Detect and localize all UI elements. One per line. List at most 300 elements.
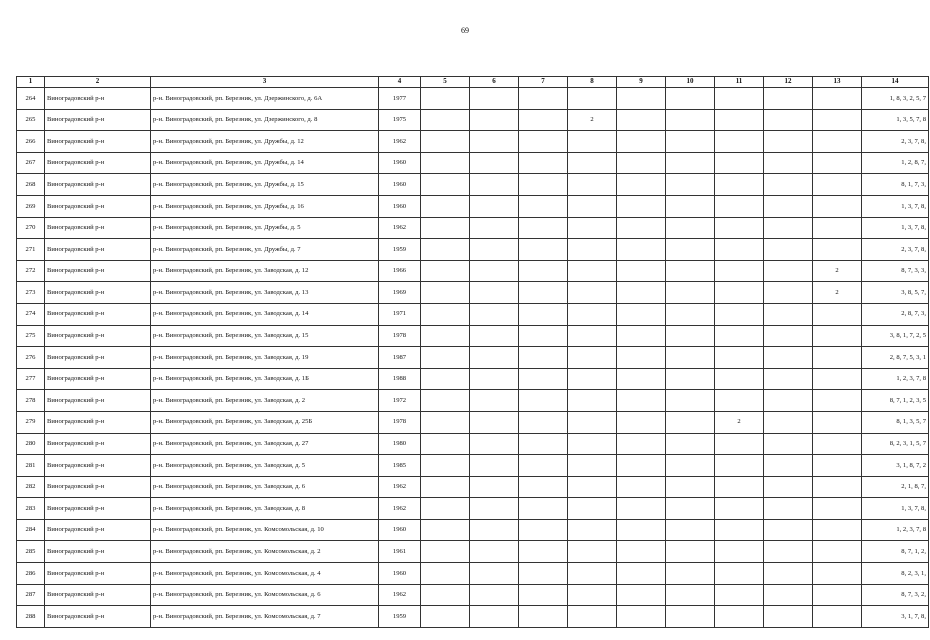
empty-cell bbox=[764, 368, 813, 390]
column-8-cell bbox=[568, 152, 617, 174]
address-cell: р-н. Виноградовский, рп. Березник, ул. Дзержинского, д. 8 bbox=[151, 109, 379, 131]
column-14-cell: 1, 2, 3, 7, 8 bbox=[862, 368, 929, 390]
column-14-cell: 2, 1, 8, 7, bbox=[862, 476, 929, 498]
column-8-cell bbox=[568, 260, 617, 282]
empty-cell bbox=[519, 239, 568, 261]
column-13-cell bbox=[813, 152, 862, 174]
column-13-cell bbox=[813, 519, 862, 541]
empty-cell bbox=[421, 152, 470, 174]
column-8-cell: 2 bbox=[568, 109, 617, 131]
address-cell: р-н. Виноградовский, рп. Березник, ул. Заводская, д. 2 bbox=[151, 390, 379, 412]
table-row bbox=[17, 239, 929, 261]
address-cell: р-н. Виноградовский, рп. Березник, ул. Заводская, д. 15 bbox=[151, 325, 379, 347]
empty-cell bbox=[421, 109, 470, 131]
year-cell: 1980 bbox=[379, 433, 421, 455]
empty-cell bbox=[470, 88, 519, 110]
column-14-cell: 8, 7, 3, 2, bbox=[862, 584, 929, 606]
address-cell: р-н. Виноградовский, рп. Березник, ул. Дружбы, д. 16 bbox=[151, 195, 379, 217]
empty-cell bbox=[617, 195, 666, 217]
column-13-cell bbox=[813, 563, 862, 585]
empty-cell bbox=[519, 519, 568, 541]
empty-cell bbox=[764, 325, 813, 347]
column-8-cell bbox=[568, 174, 617, 196]
row-number-cell: 281 bbox=[17, 455, 45, 477]
column-8-cell bbox=[568, 541, 617, 563]
address-cell: р-н. Виноградовский, рп. Березник, ул. Дзержинского, д. 6А bbox=[151, 88, 379, 110]
year-cell: 1962 bbox=[379, 584, 421, 606]
table-row bbox=[17, 260, 929, 282]
column-14-cell: 2, 3, 7, 8, bbox=[862, 131, 929, 153]
year-cell: 1987 bbox=[379, 347, 421, 369]
row-number-cell: 273 bbox=[17, 282, 45, 304]
empty-cell bbox=[666, 217, 715, 239]
column-8-cell bbox=[568, 368, 617, 390]
page-number: 69 bbox=[461, 26, 469, 35]
column-13-cell: 2 bbox=[813, 260, 862, 282]
empty-cell bbox=[470, 195, 519, 217]
column-14-cell: 1, 3, 7, 8, bbox=[862, 217, 929, 239]
year-cell: 1959 bbox=[379, 606, 421, 628]
address-cell: р-н. Виноградовский, рп. Березник, ул. Заводская, д. 12 bbox=[151, 260, 379, 282]
table-row bbox=[17, 174, 929, 196]
empty-cell bbox=[519, 174, 568, 196]
row-number-cell: 267 bbox=[17, 152, 45, 174]
table-row bbox=[17, 498, 929, 520]
year-cell: 1985 bbox=[379, 455, 421, 477]
empty-cell bbox=[617, 131, 666, 153]
empty-cell bbox=[421, 455, 470, 477]
year-cell: 1961 bbox=[379, 541, 421, 563]
empty-cell bbox=[764, 131, 813, 153]
row-number-cell: 276 bbox=[17, 347, 45, 369]
district-cell: Виноградовский р-н bbox=[45, 455, 151, 477]
address-cell: р-н. Виноградовский, рп. Березник, ул. Дружбы, д. 14 bbox=[151, 152, 379, 174]
column-11-cell bbox=[715, 584, 764, 606]
year-cell: 1971 bbox=[379, 303, 421, 325]
empty-cell bbox=[764, 109, 813, 131]
district-cell: Виноградовский р-н bbox=[45, 541, 151, 563]
table-row bbox=[17, 217, 929, 239]
address-cell: р-н. Виноградовский, рп. Березник, ул. Комсомольская, д. 7 bbox=[151, 606, 379, 628]
year-cell: 1978 bbox=[379, 411, 421, 433]
address-cell: р-н. Виноградовский, рп. Березник, ул. Заводская, д. 1Б bbox=[151, 368, 379, 390]
column-14-cell: 1, 3, 5, 7, 8 bbox=[862, 109, 929, 131]
empty-cell bbox=[421, 411, 470, 433]
empty-cell bbox=[421, 347, 470, 369]
column-13-cell bbox=[813, 606, 862, 628]
column-header: 8 bbox=[568, 77, 617, 88]
empty-cell bbox=[421, 541, 470, 563]
empty-cell bbox=[617, 260, 666, 282]
year-cell: 1975 bbox=[379, 109, 421, 131]
column-13-cell bbox=[813, 131, 862, 153]
empty-cell bbox=[764, 433, 813, 455]
column-13-cell bbox=[813, 109, 862, 131]
column-8-cell bbox=[568, 303, 617, 325]
column-14-cell: 3, 8, 1, 7, 2, 5 bbox=[862, 325, 929, 347]
column-header: 7 bbox=[519, 77, 568, 88]
empty-cell bbox=[617, 498, 666, 520]
empty-cell bbox=[421, 239, 470, 261]
empty-cell bbox=[666, 563, 715, 585]
district-cell: Виноградовский р-н bbox=[45, 606, 151, 628]
empty-cell bbox=[470, 368, 519, 390]
column-header: 2 bbox=[45, 77, 151, 88]
empty-cell bbox=[764, 88, 813, 110]
table-row bbox=[17, 433, 929, 455]
empty-cell bbox=[666, 584, 715, 606]
empty-cell bbox=[666, 174, 715, 196]
empty-cell bbox=[519, 541, 568, 563]
table-row bbox=[17, 584, 929, 606]
column-13-cell bbox=[813, 303, 862, 325]
column-11-cell bbox=[715, 88, 764, 110]
year-cell: 1978 bbox=[379, 325, 421, 347]
empty-cell bbox=[421, 217, 470, 239]
empty-cell bbox=[617, 347, 666, 369]
column-13-cell bbox=[813, 88, 862, 110]
table-row bbox=[17, 390, 929, 412]
column-11-cell bbox=[715, 541, 764, 563]
empty-cell bbox=[666, 390, 715, 412]
column-14-cell: 1, 2, 8, 7, bbox=[862, 152, 929, 174]
column-8-cell bbox=[568, 131, 617, 153]
column-11-cell bbox=[715, 347, 764, 369]
empty-cell bbox=[519, 411, 568, 433]
empty-cell bbox=[470, 476, 519, 498]
column-11-cell bbox=[715, 217, 764, 239]
empty-cell bbox=[421, 260, 470, 282]
table-row bbox=[17, 325, 929, 347]
empty-cell bbox=[617, 239, 666, 261]
empty-cell bbox=[519, 109, 568, 131]
empty-cell bbox=[666, 433, 715, 455]
table-row bbox=[17, 347, 929, 369]
column-13-cell bbox=[813, 433, 862, 455]
empty-cell bbox=[617, 303, 666, 325]
empty-cell bbox=[421, 606, 470, 628]
empty-cell bbox=[519, 217, 568, 239]
empty-cell bbox=[764, 498, 813, 520]
empty-cell bbox=[470, 541, 519, 563]
empty-cell bbox=[519, 476, 568, 498]
column-11-cell bbox=[715, 606, 764, 628]
address-cell: р-н. Виноградовский, рп. Березник, ул. Дружбы, д. 7 bbox=[151, 239, 379, 261]
district-cell: Виноградовский р-н bbox=[45, 476, 151, 498]
column-8-cell bbox=[568, 88, 617, 110]
column-14-cell: 3, 1, 7, 8, bbox=[862, 606, 929, 628]
column-8-cell bbox=[568, 325, 617, 347]
table-row bbox=[17, 455, 929, 477]
empty-cell bbox=[519, 282, 568, 304]
empty-cell bbox=[617, 217, 666, 239]
address-cell: р-н. Виноградовский, рп. Березник, ул. Заводская, д. 27 bbox=[151, 433, 379, 455]
empty-cell bbox=[421, 174, 470, 196]
table-row bbox=[17, 195, 929, 217]
empty-cell bbox=[519, 347, 568, 369]
empty-cell bbox=[421, 390, 470, 412]
district-cell: Виноградовский р-н bbox=[45, 217, 151, 239]
row-number-cell: 287 bbox=[17, 584, 45, 606]
empty-cell bbox=[617, 563, 666, 585]
district-cell: Виноградовский р-н bbox=[45, 563, 151, 585]
row-number-cell: 279 bbox=[17, 411, 45, 433]
year-cell: 1969 bbox=[379, 282, 421, 304]
column-13-cell bbox=[813, 411, 862, 433]
empty-cell bbox=[470, 174, 519, 196]
column-header: 10 bbox=[666, 77, 715, 88]
column-13-cell bbox=[813, 476, 862, 498]
year-cell: 1966 bbox=[379, 260, 421, 282]
table-row bbox=[17, 109, 929, 131]
column-11-cell bbox=[715, 476, 764, 498]
year-cell: 1962 bbox=[379, 498, 421, 520]
column-8-cell bbox=[568, 411, 617, 433]
column-14-cell: 1, 8, 3, 2, 5, 7 bbox=[862, 88, 929, 110]
district-cell: Виноградовский р-н bbox=[45, 260, 151, 282]
year-cell: 1960 bbox=[379, 174, 421, 196]
column-11-cell bbox=[715, 152, 764, 174]
column-header-row bbox=[17, 77, 929, 88]
empty-cell bbox=[519, 131, 568, 153]
column-11-cell bbox=[715, 519, 764, 541]
address-cell: р-н. Виноградовский, рп. Березник, ул. Заводская, д. 14 bbox=[151, 303, 379, 325]
empty-cell bbox=[666, 152, 715, 174]
empty-cell bbox=[470, 455, 519, 477]
row-number-cell: 269 bbox=[17, 195, 45, 217]
empty-cell bbox=[617, 606, 666, 628]
empty-cell bbox=[519, 368, 568, 390]
empty-cell bbox=[421, 476, 470, 498]
column-header: 4 bbox=[379, 77, 421, 88]
column-11-cell bbox=[715, 498, 764, 520]
column-8-cell bbox=[568, 239, 617, 261]
district-cell: Виноградовский р-н bbox=[45, 195, 151, 217]
empty-cell bbox=[666, 368, 715, 390]
column-14-cell: 2, 8, 7, 3, bbox=[862, 303, 929, 325]
empty-cell bbox=[519, 606, 568, 628]
empty-cell bbox=[421, 519, 470, 541]
empty-cell bbox=[666, 325, 715, 347]
column-13-cell: 2 bbox=[813, 282, 862, 304]
empty-cell bbox=[617, 411, 666, 433]
row-number-cell: 271 bbox=[17, 239, 45, 261]
column-11-cell bbox=[715, 239, 764, 261]
column-8-cell bbox=[568, 584, 617, 606]
empty-cell bbox=[764, 303, 813, 325]
row-number-cell: 265 bbox=[17, 109, 45, 131]
row-number-cell: 268 bbox=[17, 174, 45, 196]
table-row bbox=[17, 476, 929, 498]
table-row bbox=[17, 88, 929, 110]
empty-cell bbox=[470, 239, 519, 261]
column-11-cell bbox=[715, 390, 764, 412]
empty-cell bbox=[617, 455, 666, 477]
empty-cell bbox=[519, 325, 568, 347]
empty-cell bbox=[421, 88, 470, 110]
empty-cell bbox=[666, 109, 715, 131]
row-number-cell: 285 bbox=[17, 541, 45, 563]
district-cell: Виноградовский р-н bbox=[45, 303, 151, 325]
column-14-cell: 1, 3, 7, 8, bbox=[862, 195, 929, 217]
column-13-cell bbox=[813, 541, 862, 563]
empty-cell bbox=[617, 152, 666, 174]
empty-cell bbox=[764, 584, 813, 606]
column-8-cell bbox=[568, 606, 617, 628]
year-cell: 1962 bbox=[379, 131, 421, 153]
empty-cell bbox=[764, 174, 813, 196]
empty-cell bbox=[519, 433, 568, 455]
empty-cell bbox=[519, 563, 568, 585]
column-11-cell: 2 bbox=[715, 411, 764, 433]
empty-cell bbox=[617, 282, 666, 304]
empty-cell bbox=[470, 325, 519, 347]
empty-cell bbox=[519, 303, 568, 325]
empty-cell bbox=[617, 519, 666, 541]
empty-cell bbox=[519, 195, 568, 217]
address-cell: р-н. Виноградовский, рп. Березник, ул. Комсомольская, д. 10 bbox=[151, 519, 379, 541]
column-14-cell: 8, 2, 3, 1, 5, 7 bbox=[862, 433, 929, 455]
column-8-cell bbox=[568, 563, 617, 585]
row-number-cell: 288 bbox=[17, 606, 45, 628]
address-cell: р-н. Виноградовский, рп. Березник, ул. Дружбы, д. 5 bbox=[151, 217, 379, 239]
empty-cell bbox=[666, 606, 715, 628]
empty-cell bbox=[519, 152, 568, 174]
address-cell: р-н. Виноградовский, рп. Березник, ул. Заводская, д. 5 bbox=[151, 455, 379, 477]
column-11-cell bbox=[715, 303, 764, 325]
year-cell: 1962 bbox=[379, 476, 421, 498]
column-header: 1 bbox=[17, 77, 45, 88]
column-14-cell: 2, 8, 7, 5, 3, 1 bbox=[862, 347, 929, 369]
empty-cell bbox=[470, 606, 519, 628]
column-8-cell bbox=[568, 217, 617, 239]
column-13-cell bbox=[813, 174, 862, 196]
column-8-cell bbox=[568, 390, 617, 412]
empty-cell bbox=[470, 109, 519, 131]
empty-cell bbox=[470, 519, 519, 541]
empty-cell bbox=[617, 174, 666, 196]
column-13-cell bbox=[813, 498, 862, 520]
district-cell: Виноградовский р-н bbox=[45, 174, 151, 196]
column-11-cell bbox=[715, 260, 764, 282]
column-11-cell bbox=[715, 368, 764, 390]
column-11-cell bbox=[715, 433, 764, 455]
empty-cell bbox=[764, 152, 813, 174]
empty-cell bbox=[470, 347, 519, 369]
table-body bbox=[17, 88, 929, 628]
empty-cell bbox=[519, 260, 568, 282]
column-13-cell bbox=[813, 455, 862, 477]
district-cell: Виноградовский р-н bbox=[45, 519, 151, 541]
year-cell: 1960 bbox=[379, 152, 421, 174]
empty-cell bbox=[421, 325, 470, 347]
column-13-cell bbox=[813, 584, 862, 606]
district-cell: Виноградовский р-н bbox=[45, 131, 151, 153]
empty-cell bbox=[421, 368, 470, 390]
column-11-cell bbox=[715, 455, 764, 477]
empty-cell bbox=[666, 541, 715, 563]
row-number-cell: 278 bbox=[17, 390, 45, 412]
empty-cell bbox=[666, 498, 715, 520]
column-14-cell: 8, 1, 3, 5, 7 bbox=[862, 411, 929, 433]
column-14-cell: 8, 7, 3, 3, bbox=[862, 260, 929, 282]
empty-cell bbox=[421, 282, 470, 304]
column-13-cell bbox=[813, 325, 862, 347]
column-11-cell bbox=[715, 131, 764, 153]
column-13-cell bbox=[813, 217, 862, 239]
empty-cell bbox=[470, 131, 519, 153]
district-cell: Виноградовский р-н bbox=[45, 109, 151, 131]
year-cell: 1977 bbox=[379, 88, 421, 110]
empty-cell bbox=[764, 260, 813, 282]
column-header: 13 bbox=[813, 77, 862, 88]
row-number-cell: 282 bbox=[17, 476, 45, 498]
district-cell: Виноградовский р-н bbox=[45, 433, 151, 455]
column-13-cell bbox=[813, 347, 862, 369]
column-8-cell bbox=[568, 519, 617, 541]
row-number-cell: 275 bbox=[17, 325, 45, 347]
housing-registry-table bbox=[16, 76, 929, 628]
empty-cell bbox=[764, 519, 813, 541]
column-13-cell bbox=[813, 239, 862, 261]
table-row bbox=[17, 519, 929, 541]
empty-cell bbox=[764, 217, 813, 239]
address-cell: р-н. Виноградовский, рп. Березник, ул. Заводская, д. 13 bbox=[151, 282, 379, 304]
empty-cell bbox=[421, 584, 470, 606]
empty-cell bbox=[470, 433, 519, 455]
district-cell: Виноградовский р-н bbox=[45, 584, 151, 606]
empty-cell bbox=[519, 390, 568, 412]
empty-cell bbox=[764, 239, 813, 261]
empty-cell bbox=[666, 519, 715, 541]
column-header: 5 bbox=[421, 77, 470, 88]
empty-cell bbox=[617, 390, 666, 412]
column-11-cell bbox=[715, 195, 764, 217]
empty-cell bbox=[764, 541, 813, 563]
district-cell: Виноградовский р-н bbox=[45, 411, 151, 433]
empty-cell bbox=[421, 563, 470, 585]
district-cell: Виноградовский р-н bbox=[45, 390, 151, 412]
address-cell: р-н. Виноградовский, рп. Березник, ул. Комсомольская, д. 6 bbox=[151, 584, 379, 606]
address-cell: р-н. Виноградовский, рп. Березник, ул. Дружбы, д. 12 bbox=[151, 131, 379, 153]
empty-cell bbox=[470, 563, 519, 585]
row-number-cell: 277 bbox=[17, 368, 45, 390]
empty-cell bbox=[764, 195, 813, 217]
empty-cell bbox=[470, 390, 519, 412]
year-cell: 1960 bbox=[379, 519, 421, 541]
empty-cell bbox=[421, 131, 470, 153]
row-number-cell: 274 bbox=[17, 303, 45, 325]
empty-cell bbox=[519, 88, 568, 110]
district-cell: Виноградовский р-н bbox=[45, 282, 151, 304]
column-11-cell bbox=[715, 174, 764, 196]
table-row bbox=[17, 152, 929, 174]
empty-cell bbox=[470, 282, 519, 304]
address-cell: р-н. Виноградовский, рп. Березник, ул. Дружбы, д. 15 bbox=[151, 174, 379, 196]
address-cell: р-н. Виноградовский, рп. Березник, ул. Комсомольская, д. 4 bbox=[151, 563, 379, 585]
column-13-cell bbox=[813, 390, 862, 412]
empty-cell bbox=[617, 368, 666, 390]
table-row bbox=[17, 563, 929, 585]
column-header: 12 bbox=[764, 77, 813, 88]
empty-cell bbox=[666, 131, 715, 153]
empty-cell bbox=[470, 584, 519, 606]
address-cell: р-н. Виноградовский, рп. Березник, ул. Заводская, д. 19 bbox=[151, 347, 379, 369]
empty-cell bbox=[666, 476, 715, 498]
column-14-cell: 3, 1, 8, 7, 2 bbox=[862, 455, 929, 477]
column-11-cell bbox=[715, 109, 764, 131]
column-11-cell bbox=[715, 325, 764, 347]
